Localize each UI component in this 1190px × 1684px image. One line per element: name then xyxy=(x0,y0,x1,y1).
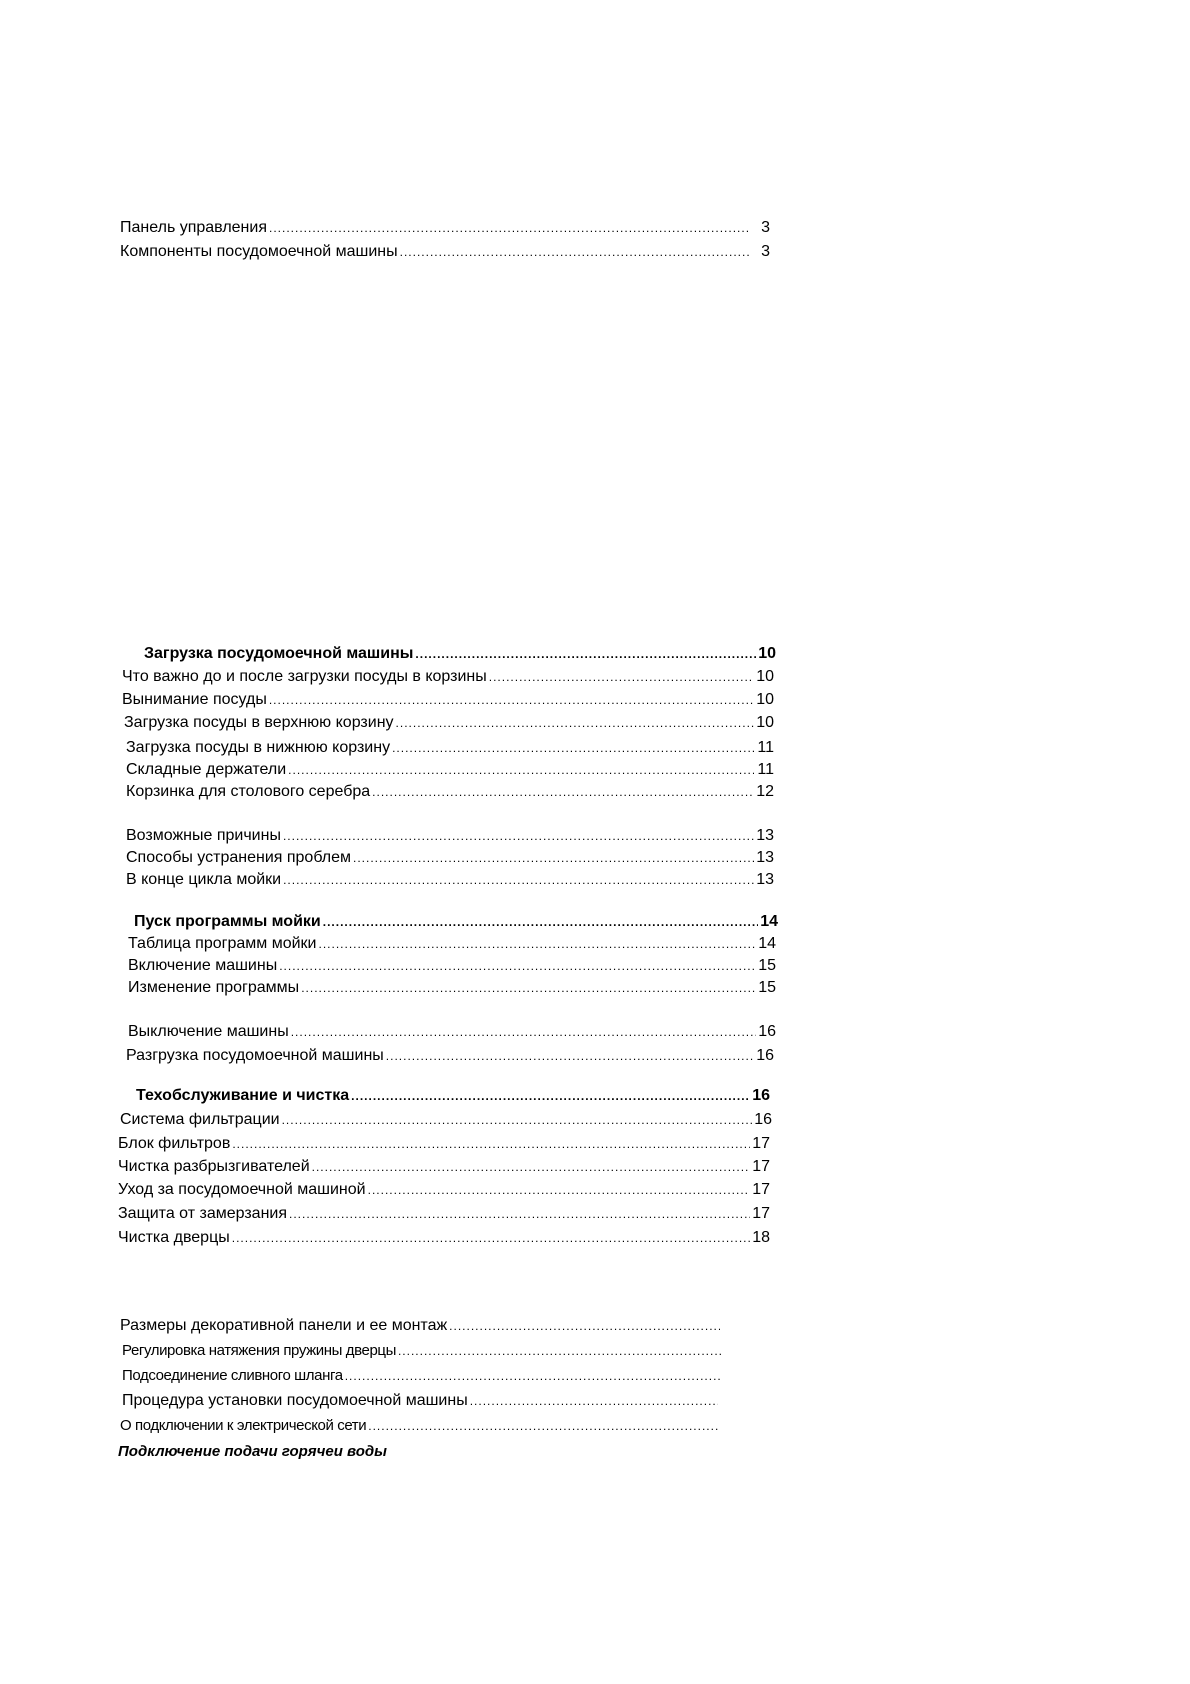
toc-entry-page: 16 xyxy=(752,1087,770,1104)
toc-leader-dots xyxy=(398,1341,724,1361)
toc-entry-label: Панель управления xyxy=(120,219,267,236)
toc-entry xyxy=(126,870,774,890)
toc-entry xyxy=(126,826,774,846)
toc-entry-page: 15 xyxy=(758,979,776,996)
toc-entry-label: В конце цикла мойки xyxy=(126,871,282,888)
toc-leader-dots xyxy=(386,1046,754,1066)
toc-entry xyxy=(118,1157,770,1177)
toc-leader-dots xyxy=(345,1366,722,1386)
toc-entry-page: 18 xyxy=(752,1229,770,1246)
toc-entry-page: 10 xyxy=(756,691,774,708)
toc-entry-page: 17 xyxy=(752,1205,770,1222)
toc-leader-dots xyxy=(470,1391,718,1411)
toc-entry-page: 17 xyxy=(752,1158,770,1175)
toc-entry-label: Загрузка посуды в верхнюю корзину xyxy=(124,714,394,731)
toc-leader-dots xyxy=(489,667,754,687)
toc-entry-page: 14 xyxy=(758,935,776,952)
toc-leader-dots xyxy=(323,912,758,932)
toc-leader-dots xyxy=(368,1180,750,1200)
toc-entry-label: Техобслуживание и чистка xyxy=(136,1087,350,1104)
toc-leader-dots xyxy=(353,848,754,868)
toc-entry xyxy=(122,667,774,687)
toc-leader-dots xyxy=(282,1110,752,1130)
toc-entry-label: Пуск программы мойки xyxy=(134,913,321,930)
toc-heading-start-program xyxy=(134,912,778,932)
toc-leader-dots xyxy=(232,1228,750,1248)
toc-entry-page: 10 xyxy=(758,645,776,662)
toc-entry-hot-water: Подключение подачи горячеи воды xyxy=(118,1443,387,1460)
toc-entry-page: 17 xyxy=(752,1181,770,1198)
toc-entry-label: Регулировка натяжения пружины дверцы xyxy=(122,1342,396,1359)
toc-entry-page: 11 xyxy=(757,761,774,778)
toc-entry xyxy=(126,738,774,758)
toc-entry-page: 3 xyxy=(761,243,770,260)
toc-entry xyxy=(128,934,776,954)
toc-leader-dots xyxy=(351,1086,750,1106)
toc-leader-dots xyxy=(283,826,754,846)
toc-entry-page: 10 xyxy=(756,668,774,685)
toc-entry-label: Компоненты посудомоечной машины xyxy=(120,243,398,260)
toc-entry-label: Подсоединение сливного шланга xyxy=(122,1367,343,1384)
toc-heading-loading xyxy=(144,644,776,664)
toc-leader-dots xyxy=(319,934,757,954)
toc-leader-dots xyxy=(269,218,750,238)
toc-entry-label: Блок фильтров xyxy=(118,1135,231,1152)
toc-entry xyxy=(120,1110,772,1130)
toc-entry-page: 13 xyxy=(756,871,774,888)
toc-entry-page: 10 xyxy=(756,714,774,731)
toc-leader-dots xyxy=(392,738,754,758)
toc-entry-page: 12 xyxy=(756,783,774,800)
toc-entry-label: Чистка дверцы xyxy=(118,1229,230,1246)
toc-leader-dots xyxy=(269,690,754,710)
toc-entry xyxy=(118,1134,770,1154)
toc-entry-components xyxy=(120,242,770,262)
toc-leader-dots xyxy=(449,1316,720,1336)
toc-entry-label: Процедура установки посудомоечной машины xyxy=(122,1392,468,1409)
toc-leader-dots xyxy=(415,644,756,664)
toc-entry-label: Разгрузка посудомоечной машины xyxy=(126,1047,384,1064)
toc-entry xyxy=(126,848,774,868)
toc-entry-label: Таблица программ мойки xyxy=(128,935,317,952)
toc-leader-dots xyxy=(283,870,754,890)
toc-leader-dots xyxy=(400,242,750,262)
toc-entry xyxy=(118,1228,770,1248)
toc-entry-label: Изменение программы xyxy=(128,979,300,996)
toc-entry-label: Вынимание посуды xyxy=(122,691,267,708)
toc-entry-label: Складные держатели xyxy=(126,761,287,778)
toc-entry xyxy=(120,1416,740,1436)
toc-entry-page: 17 xyxy=(752,1135,770,1152)
toc-entry xyxy=(126,782,774,802)
toc-entry xyxy=(120,1316,740,1336)
toc-entry xyxy=(118,1204,770,1224)
toc-entry-label: О подключении к электрической сети xyxy=(120,1417,367,1434)
toc-entry-label: Что важно до и после загрузки посуды в корзины xyxy=(122,668,487,685)
toc-leader-dots xyxy=(288,760,754,780)
toc-entry-page: 13 xyxy=(756,827,774,844)
toc-entry-label: Способы устранения проблем xyxy=(126,849,352,866)
toc-entry-label: Размеры декоративной панели и ее монтаж xyxy=(120,1317,448,1334)
toc-leader-dots xyxy=(368,1416,720,1436)
toc-leader-dots xyxy=(291,1022,756,1042)
toc-entry-control-panel xyxy=(120,218,770,238)
toc-heading-maintenance xyxy=(136,1086,770,1106)
toc-entry-page: 16 xyxy=(758,1023,776,1040)
toc-entry-page: 3 xyxy=(761,219,770,236)
toc-entry xyxy=(128,956,776,976)
toc-entry xyxy=(118,1180,770,1200)
toc-entry-page: 11 xyxy=(757,739,774,756)
toc-entry-page: 16 xyxy=(756,1047,774,1064)
toc-entry-label: Чистка разбрызгивателей xyxy=(118,1158,310,1175)
toc-entry xyxy=(122,690,774,710)
toc-leader-dots xyxy=(396,713,754,733)
toc-entry xyxy=(122,1366,742,1386)
toc-entry xyxy=(122,1341,744,1361)
toc-leader-dots xyxy=(372,782,754,802)
toc-leader-dots xyxy=(279,956,756,976)
toc-entry-label: Защита от замерзания xyxy=(118,1205,287,1222)
toc-entry-page: 15 xyxy=(758,957,776,974)
toc-entry-label: Корзинка для столового серебра xyxy=(126,783,371,800)
toc-entry xyxy=(122,1391,738,1411)
toc-entry-label: Уход за посудомоечной машиной xyxy=(118,1181,366,1198)
toc-leader-dots xyxy=(289,1204,750,1224)
toc-leader-dots xyxy=(232,1134,750,1154)
toc-entry xyxy=(128,1022,776,1042)
toc-entry-label: Выключение машины xyxy=(128,1023,289,1040)
toc-entry xyxy=(126,760,774,780)
toc-entry-label: Возможные причины xyxy=(126,827,281,844)
toc-entry-page: 16 xyxy=(754,1111,772,1128)
toc-leader-dots xyxy=(312,1157,750,1177)
toc-entry-page: 14 xyxy=(760,913,778,930)
toc-entry xyxy=(128,978,776,998)
toc-entry xyxy=(124,713,774,733)
toc-entry-label: Включение машины xyxy=(128,957,278,974)
toc-entry-label: Система фильтрации xyxy=(120,1111,280,1128)
toc-entry xyxy=(126,1046,774,1066)
toc-entry-page: 13 xyxy=(756,849,774,866)
toc-entry-label: Загрузка посудомоечной машины xyxy=(144,645,414,662)
toc-entry-label: Загрузка посуды в нижнюю корзину xyxy=(126,739,391,756)
toc-leader-dots xyxy=(301,978,756,998)
